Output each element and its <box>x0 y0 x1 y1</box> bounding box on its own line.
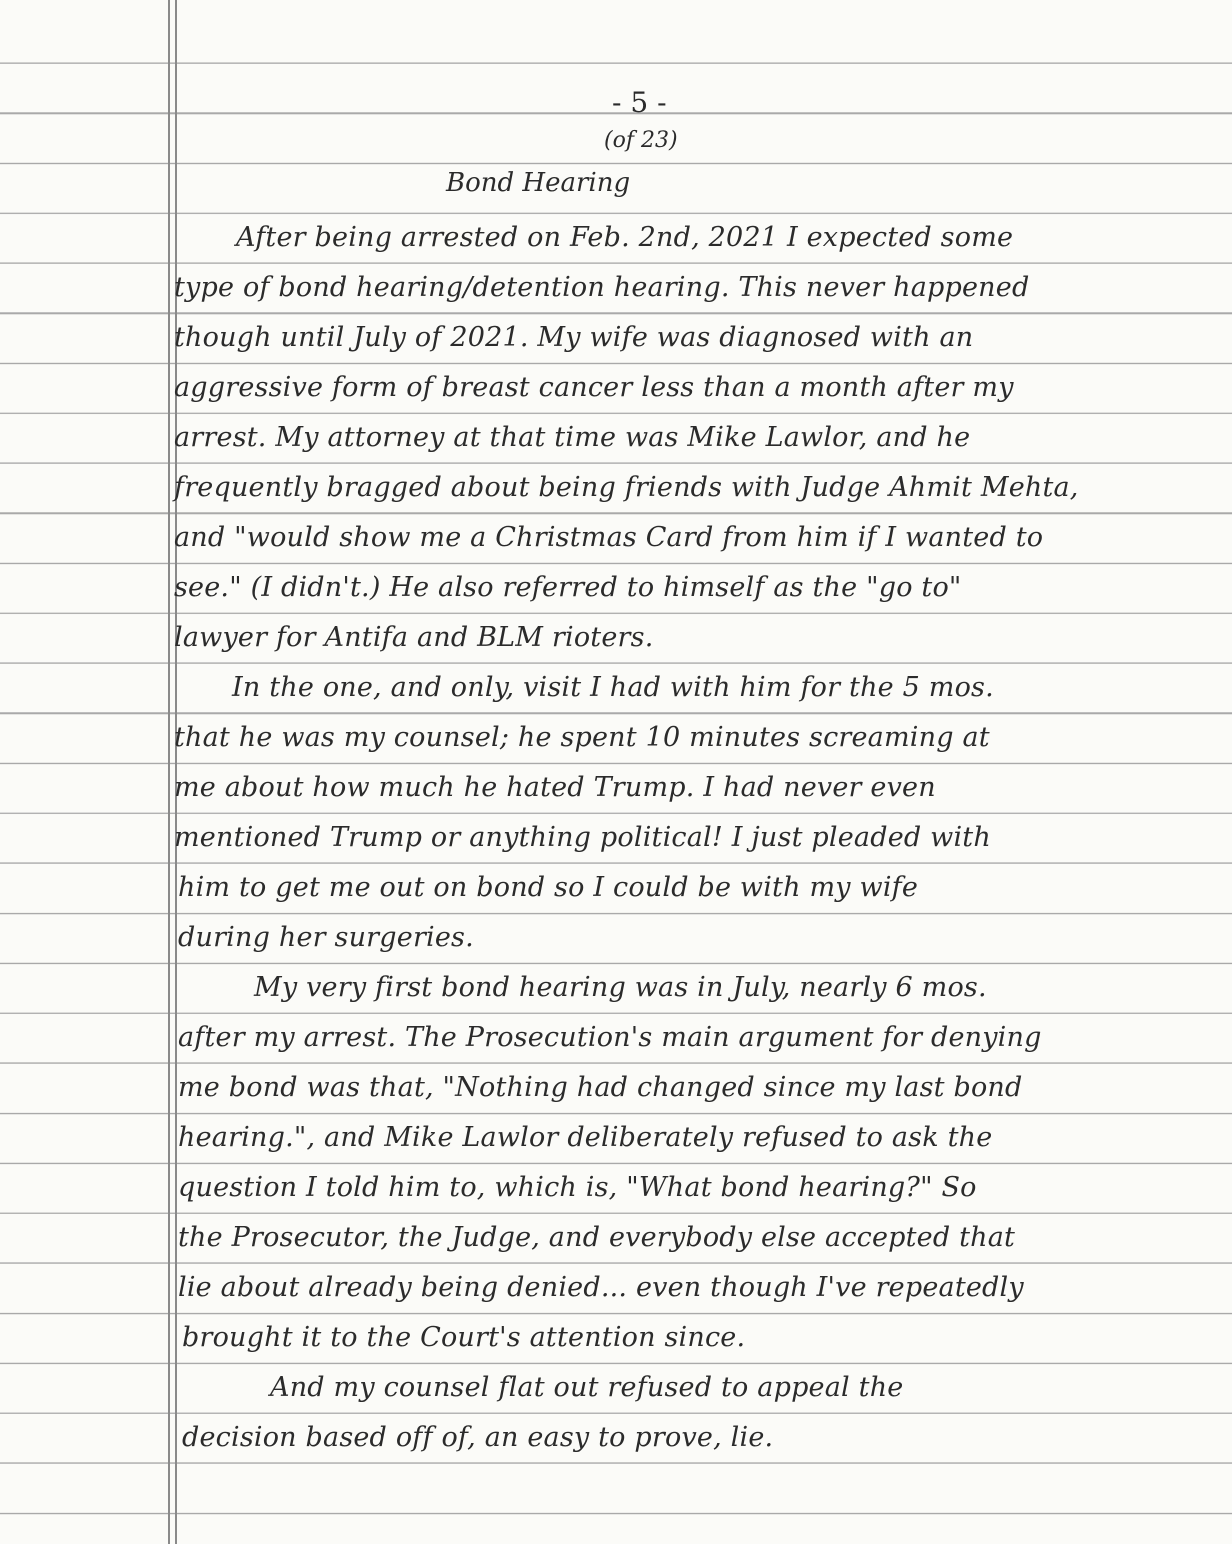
text-line: After being arrested on Feb. 2nd, 2021 I expected some <box>236 222 1014 253</box>
text-line: me bond was that, "Nothing had changed since my last bond <box>178 1072 1023 1103</box>
text-line: frequently bragged about being friends with Judge Ahmit Mehta, <box>174 472 1079 503</box>
text-line: In the one, and only, visit I had with him for the 5 mos. <box>232 672 994 703</box>
text-line: My very first bond hearing was in July, nearly 6 mos. <box>254 972 987 1003</box>
text-line: see." (I didn't.) He also referred to himself as the "go to" <box>174 572 962 603</box>
text-line: And my counsel flat out refused to appeal the <box>270 1372 904 1403</box>
page-total: (of 23) <box>604 128 678 153</box>
text-line: during her surgeries. <box>178 922 474 953</box>
text-line: hearing.", and Mike Lawlor deliberately refused to ask the <box>178 1122 993 1153</box>
text-line: arrest. My attorney at that time was Mike Lawlor, and he <box>174 422 971 453</box>
text-line: lie about already being denied... even though I've repeatedly <box>178 1272 1024 1303</box>
text-line: aggressive form of breast cancer less than a month after my <box>174 372 1014 403</box>
text-line: lawyer for Antifa and BLM rioters. <box>174 622 654 653</box>
text-line: decision based off of, an easy to prove, lie. <box>182 1422 774 1453</box>
text-line: me about how much he hated Trump. I had never even <box>174 772 936 803</box>
page-number: - 5 - <box>612 86 667 119</box>
text-line: him to get me out on bond so I could be with my wife <box>178 872 919 903</box>
text-line: and "would show me a Christmas Card from him if I wanted to <box>174 522 1044 553</box>
text-line: that he was my counsel; he spent 10 minutes screaming at <box>174 722 990 753</box>
text-line: type of bond hearing/detention hearing. This never happened <box>174 272 1030 303</box>
text-line: though until July of 2021. My wife was diagnosed with an <box>174 322 974 353</box>
text-line: the Prosecutor, the Judge, and everybody else accepted that <box>178 1222 1016 1253</box>
page-heading: Bond Hearing <box>446 168 631 198</box>
text-line: after my arrest. The Prosecution's main argument for denying <box>178 1022 1042 1053</box>
text-line: brought it to the Court's attention since. <box>182 1322 746 1353</box>
text-line: mentioned Trump or anything political! I just pleaded with <box>174 822 991 853</box>
text-line: question I told him to, which is, "What bond hearing?" So <box>178 1172 977 1203</box>
